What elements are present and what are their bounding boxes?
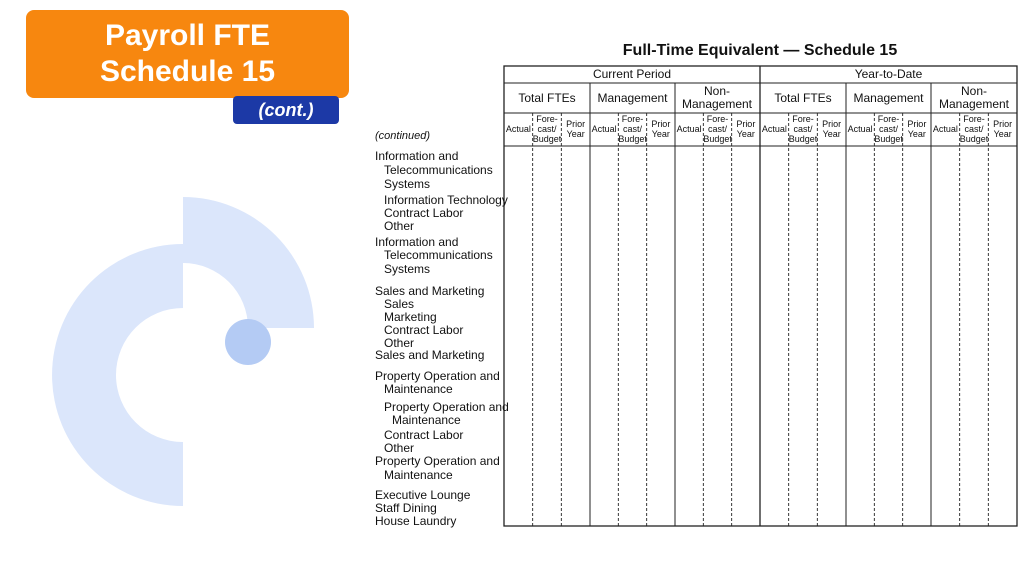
subcolumn-header: Prior Year (822, 119, 842, 139)
group-non-management-ytd: Non-Management (938, 84, 1010, 111)
row-label: Property Operation and (384, 400, 509, 414)
subcolumn-header: Prior Year (993, 119, 1013, 139)
row-label: Other (384, 219, 415, 233)
subcolumn-header: Fore- cast/ Budget (618, 114, 647, 144)
subcolumn-header: Fore- cast/ Budget (959, 114, 989, 144)
group-non-management-current: Non-Management (681, 84, 753, 111)
subcolumn-header: Actual (932, 124, 958, 134)
group-total-ftes-ytd: Total FTEs (774, 91, 832, 105)
subcolumn-header: Prior Year (736, 119, 756, 139)
row-label: Systems (384, 262, 431, 276)
row-label: Staff Dining (375, 501, 437, 515)
subcolumn-header: Fore- cast/ Budget (874, 114, 903, 144)
row-label: Sales and Marketing (375, 284, 485, 298)
row-label: Information and (375, 149, 459, 163)
slide-title-line1: Payroll FTE (104, 19, 271, 52)
group-total-ftes-current: Total FTEs (518, 91, 576, 105)
slide-title-line2: Schedule 15 (99, 55, 276, 88)
row-label: Contract Labor (384, 206, 464, 220)
row-label: Telecommunications (384, 248, 493, 262)
subcolumn-header: Actual (591, 124, 617, 134)
row-label: Other (384, 336, 415, 350)
subcolumn-header: Fore- cast/ Budget (703, 114, 732, 144)
continued-label: (continued) (375, 130, 431, 142)
row-label: Property Operation and (375, 454, 500, 468)
row-label: Other (384, 441, 415, 455)
period-ytd: Year-to-Date (854, 67, 923, 81)
subcolumn-header: Prior Year (651, 119, 671, 139)
subcolumn-header: Actual (847, 124, 873, 134)
row-label: Sales (384, 297, 415, 311)
row-label: Contract Labor (384, 428, 464, 442)
row-label: Telecommunications (384, 163, 493, 177)
row-label: Systems (384, 177, 431, 191)
subcolumn-header: Actual (761, 124, 787, 134)
row-label: House Laundry (375, 514, 457, 528)
group-management-ytd: Management (853, 91, 924, 105)
row-label: Contract Labor (384, 323, 464, 337)
form-title: Full-Time Equivalent — Schedule 15 (622, 42, 898, 59)
subcolumn-header: Fore- cast/ Budget (788, 114, 818, 144)
row-label: Sales and Marketing (375, 348, 485, 362)
period-current: Current Period (592, 67, 672, 81)
row-label: Marketing (384, 310, 437, 324)
row-label: Property Operation and (375, 369, 500, 383)
row-label: Maintenance (384, 468, 453, 482)
row-label: Maintenance (384, 382, 453, 396)
subcolumn-header: Prior Year (907, 119, 927, 139)
subcolumn-header: Actual (505, 124, 531, 134)
subcolumn-header: Prior Year (566, 119, 586, 139)
subcolumn-header: Fore- cast/ Budget (532, 114, 562, 144)
continued-tag: (cont.) (233, 96, 339, 124)
row-label: Executive Lounge (375, 488, 471, 502)
row-label: Information Technology (384, 193, 508, 207)
row-label: Maintenance (392, 413, 461, 427)
row-label: Information and (375, 235, 459, 249)
subcolumn-header: Actual (676, 124, 702, 134)
group-management-current: Management (597, 91, 668, 105)
